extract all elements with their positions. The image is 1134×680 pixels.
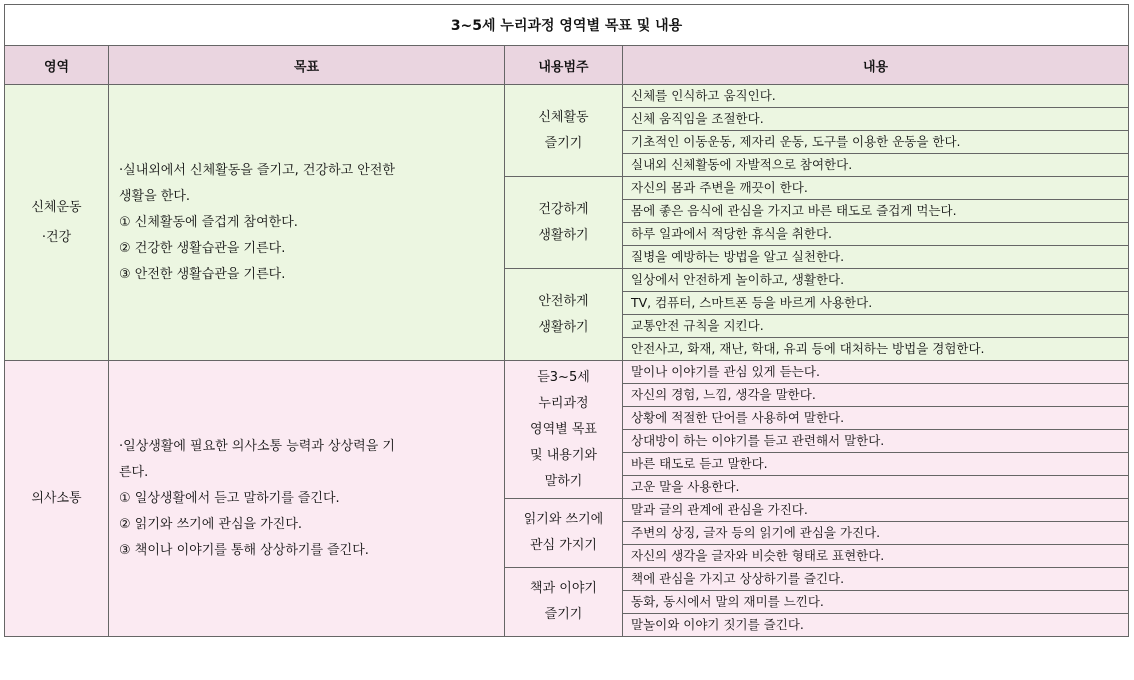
- area-line: 의사소통: [31, 490, 82, 506]
- category-line: 즐기기: [544, 135, 583, 151]
- goal-cell-communication: [109, 361, 505, 637]
- category-line: 책과 이야기: [530, 581, 597, 596]
- category-line: 및 내용기와: [530, 447, 597, 463]
- goal-line: ·일상생활에 필요한 의사소통 능력과 상상력을 기: [119, 438, 395, 454]
- goal-line: ① 신체활동에 즐겁게 참여한다.: [119, 214, 298, 230]
- goal-line: 른다.: [119, 464, 149, 480]
- header-content: 내용: [623, 46, 1129, 85]
- content-item: 말과 글의 관계에 관심을 가진다.: [623, 499, 1129, 522]
- category-line: 관심 가지기: [530, 538, 597, 553]
- content-item: TV, 컴퓨터, 스마트폰 등을 바르게 사용한다.: [623, 292, 1129, 315]
- category-line: 안전하게: [538, 293, 589, 309]
- category-line: 말하기: [544, 473, 583, 489]
- category-line: 생활하기: [538, 319, 589, 335]
- content-item: 신체를 인식하고 움직인다.: [623, 85, 1129, 108]
- content-item: 실내외 신체활동에 자발적으로 참여한다.: [623, 154, 1129, 177]
- goal-line: ① 일상생활에서 듣고 말하기를 즐긴다.: [119, 490, 340, 506]
- content-item: 말이나 이야기를 관심 있게 듣는다.: [623, 361, 1129, 384]
- category-cell: [505, 568, 623, 637]
- category-cell: [505, 85, 623, 177]
- content-item: 책에 관심을 가지고 상상하기를 즐긴다.: [623, 568, 1129, 591]
- category-line: 건강하게: [538, 201, 589, 217]
- content-item: 주변의 상징, 글자 등의 읽기에 관심을 가진다.: [623, 522, 1129, 545]
- curriculum-table: [4, 4, 1129, 637]
- content-item: 일상에서 안전하게 놀이하고, 생활한다.: [623, 269, 1129, 292]
- content-item: 질병을 예방하는 방법을 알고 실천한다.: [623, 246, 1129, 269]
- content-item: 말놀이와 이야기 짓기를 즐긴다.: [623, 614, 1129, 637]
- area-line: ·건강: [41, 229, 72, 245]
- content-item: 신체 움직임을 조절한다.: [623, 108, 1129, 131]
- content-item: 동화, 동시에서 말의 재미를 느낀다.: [623, 591, 1129, 614]
- category-cell: [505, 269, 623, 361]
- goal-line: ·실내외에서 신체활동을 즐기고, 건강하고 안전한: [119, 162, 395, 178]
- table-title: 3~5세 누리과정 영역별 목표 및 내용: [5, 5, 1129, 46]
- category-cell: [505, 499, 623, 568]
- goal-line: ② 건강한 생활습관을 기른다.: [119, 240, 286, 256]
- goal-line: 생활을 한다.: [119, 188, 191, 204]
- category-cell: [505, 177, 623, 269]
- content-item: 상대방이 하는 이야기를 듣고 관련해서 말한다.: [623, 430, 1129, 453]
- goal-line: ② 읽기와 쓰기에 관심을 가진다.: [119, 516, 303, 532]
- header-area: 영역: [5, 46, 109, 85]
- category-line: 누리과정: [538, 395, 589, 411]
- content-item: 고운 말을 사용한다.: [623, 476, 1129, 499]
- header-category: 내용범주: [505, 46, 623, 85]
- content-item: 하루 일과에서 적당한 휴식을 취한다.: [623, 223, 1129, 246]
- content-item: 기초적인 이동운동, 제자리 운동, 도구를 이용한 운동을 한다.: [623, 131, 1129, 154]
- area-cell-physical: [5, 85, 109, 361]
- area-cell-communication: [5, 361, 109, 637]
- category-line: 읽기와 쓰기에: [523, 512, 604, 527]
- category-cell: [505, 361, 623, 499]
- goal-line: ③ 책이나 이야기를 통해 상상하기를 즐긴다.: [119, 542, 369, 558]
- category-line: 생활하기: [538, 227, 589, 243]
- goal-cell-physical: [109, 85, 505, 361]
- content-item: 안전사고, 화재, 재난, 학대, 유괴 등에 대처하는 방법을 경험한다.: [623, 338, 1129, 361]
- content-item: 상황에 적절한 단어를 사용하여 말한다.: [623, 407, 1129, 430]
- content-item: 바른 태도로 듣고 말한다.: [623, 453, 1129, 476]
- goal-line: ③ 안전한 생활습관을 기른다.: [119, 266, 286, 282]
- category-line: 듣3~5세: [537, 369, 590, 385]
- content-item: 자신의 경험, 느낌, 생각을 말한다.: [623, 384, 1129, 407]
- category-line: 즐기기: [544, 607, 583, 622]
- header-goal: 목표: [109, 46, 505, 85]
- content-item: 몸에 좋은 음식에 관심을 가지고 바른 태도로 즐겁게 먹는다.: [623, 200, 1129, 223]
- content-item: 자신의 생각을 글자와 비슷한 형태로 표현한다.: [623, 545, 1129, 568]
- category-line: 신체활동: [538, 109, 589, 125]
- content-item: 교통안전 규칙을 지킨다.: [623, 315, 1129, 338]
- category-line: 영역별 목표: [530, 421, 597, 437]
- content-item: 자신의 몸과 주변을 깨끗이 한다.: [623, 177, 1129, 200]
- area-line: 신체운동: [31, 199, 82, 215]
